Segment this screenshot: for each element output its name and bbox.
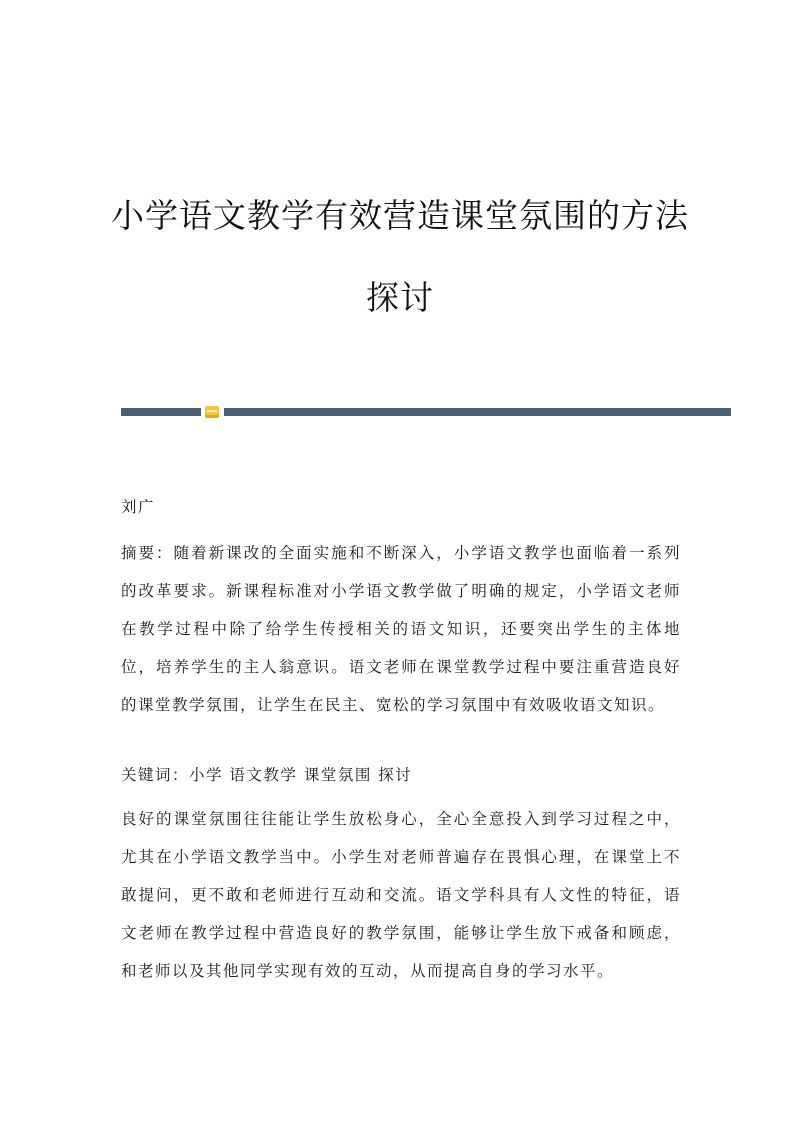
document-icon <box>205 406 219 418</box>
title-divider-right <box>224 408 731 416</box>
author-name: 刘广 <box>121 498 156 516</box>
body-paragraph: 良好的课堂氛围往往能让学生放松身心，全心全意投入到学习过程之中，尤其在小学语文教学当中。小学生对老师普遍存在畏惧心理，在课堂上不敢提问，更不敢和老师进行互动和交流。语文学科具有人文性的特征，语文老师在教学过程中营造良好的教学氛围，能够让学生放下戒备和顾虑，和老师以及其他同学实现有效的互动，从而提高自身的学习水平。 <box>121 810 681 980</box>
keywords-line: 关键词：小学 语文教学 课堂氛围 探讨 <box>121 766 413 784</box>
abstract-paragraph: 摘要：随着新课改的全面实施和不断深入，小学语文教学也面临着一系列的改革要求。新课程标准对小学语文教学做了明确的规定，小学语文老师在教学过程中除了给学生传授相关的语文知识，还要突出学生的主体地位，培养学生的主人翁意识。语文老师在课堂教学过程中要注重营造良好的课堂教学氛围，让学生在民主、宽松的学习氛围中有效吸收语文知识。 <box>121 544 681 714</box>
title-divider-left <box>121 408 201 416</box>
document-title-line-2: 探讨 <box>366 278 434 317</box>
document-title-line-1: 小学语文教学有效营造课堂氛围的方法 <box>111 196 689 235</box>
